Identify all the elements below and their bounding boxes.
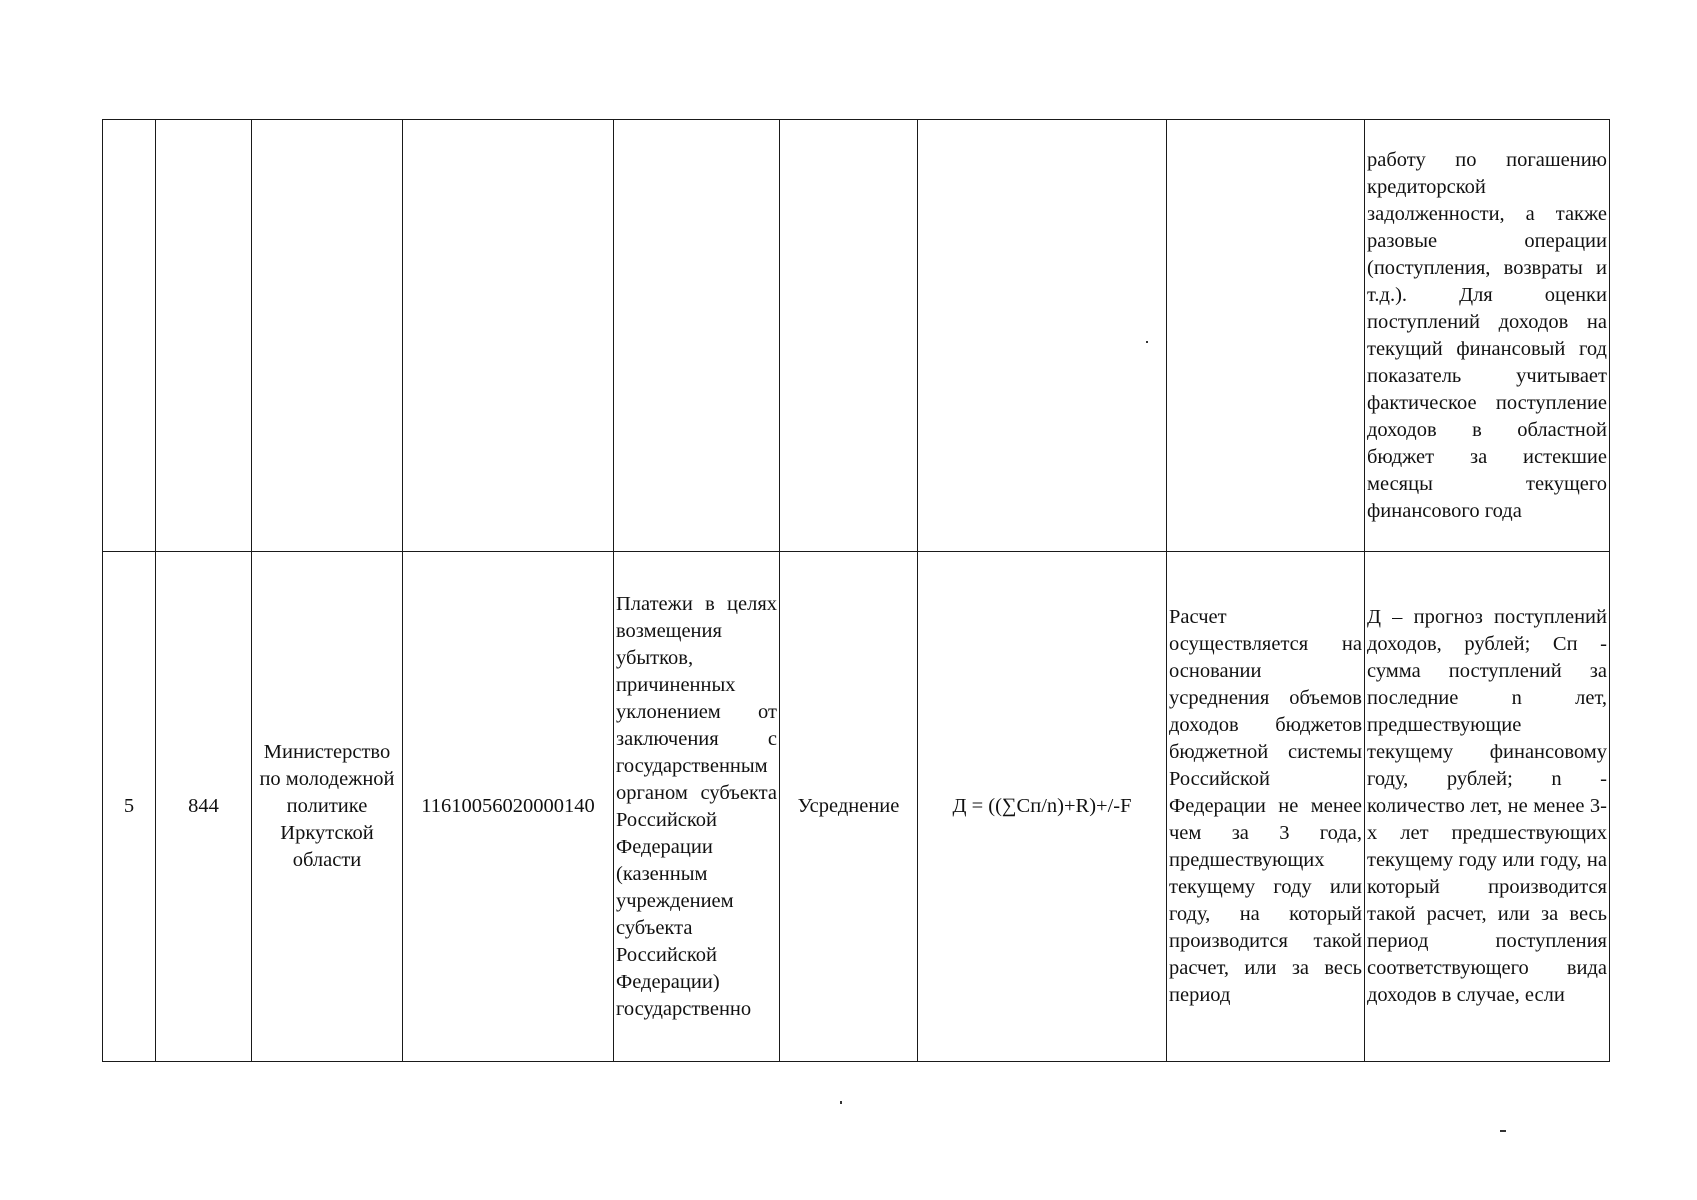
cell-algorithm: Расчет осуществляется на основании усреднения объемов доходов бюджетов бюджетной системы Российской Федерации не менее чем за 3 года, предшествующих текущему году или году, на который производится такой расчет, или за весь период [1167, 552, 1365, 1062]
income-forecast-table [102, 119, 1610, 1062]
cell-income-name: Платежи в целях возмещения убытков, причиненных уклонением от заключения с государственным органом субъекта Российской Федерации (казенным учреждением субъекта Российской Федерации) государственно [614, 552, 780, 1062]
cell-kbk [403, 120, 614, 552]
scan-speck [1500, 1130, 1506, 1132]
cell-administrator [252, 120, 403, 552]
cell-admin-code: 844 [156, 552, 252, 1062]
cell-kbk: 11610056020000140 [403, 552, 614, 1062]
cell-description: работу по погашению кредиторской задолженности, а также разовые операции (поступления, возвраты и т.д.). Для оценки поступлений доходов на текущий финансовый год показатель учитывает фактическое поступление доходов в областной бюджет за истекшие месяцы текущего финансового года [1365, 120, 1610, 552]
table-row-continuation [103, 120, 1610, 552]
cell-admin-code [156, 120, 252, 552]
cell-algorithm [1167, 120, 1365, 552]
cell-number: 5 [103, 552, 156, 1062]
table-row-5 [103, 552, 1610, 1062]
cell-formula: Д = ((∑Сп/n)+R)+/-F [918, 552, 1167, 1062]
cell-formula [918, 120, 1167, 552]
cell-income-name [614, 120, 780, 552]
cell-method: Усреднение [780, 552, 918, 1062]
scan-speck [840, 1101, 842, 1104]
cell-description: Д – прогноз поступлений доходов, рублей; Сп - сумма поступлений за последние n лет, предшествующие текущему финансовому году, рублей; n - количество лет, не менее 3-х лет предшествующих текущему году или году, на который производится такой расчет, или за весь период поступления соответствующего вида доходов в случае, если [1365, 552, 1610, 1062]
cell-method [780, 120, 918, 552]
cell-administrator: Министерство по молодежной политике Иркутской области [252, 552, 403, 1062]
cell-number [103, 120, 156, 552]
scan-speck [1146, 341, 1148, 343]
